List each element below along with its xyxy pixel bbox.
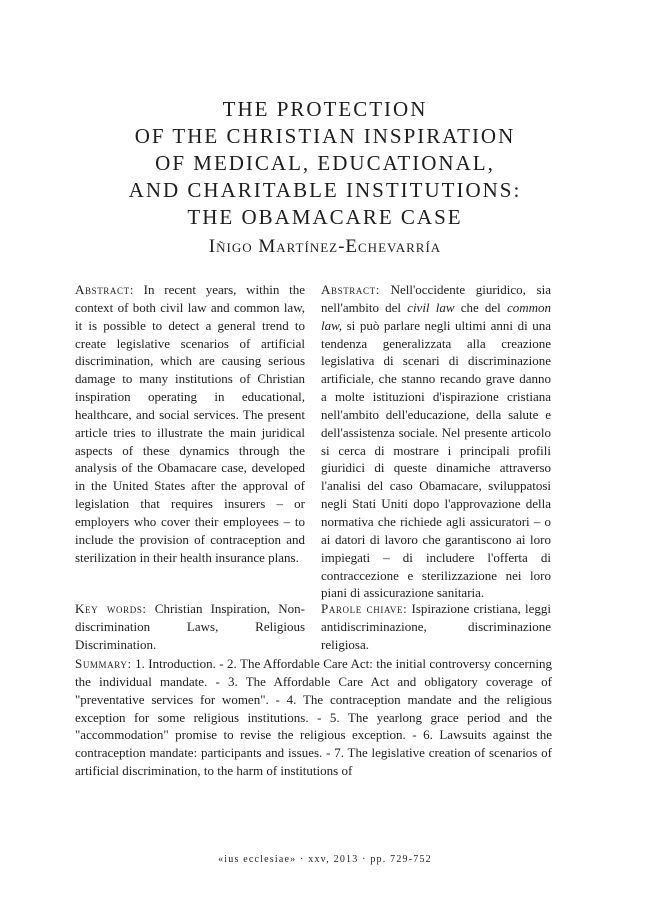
abstract-text: si può parlare negli ultimi anni di una tendenza generalizzata alla creazione legislativa di scenari di discriminazione artificiale, che stanno recando grave danno a molte istituzioni d'ispirazione cristiana nell'ambito dell'educazione, della salute e dell'assistenza sociale. Nel presente articolo si cerca di mostrare i principali profili giuridici di queste dinamiche attraverso l'analisi del caso Obamacare, sviluppatosi negli Stati Uniti dopo l'approvazione della normativa che richiede agli assicuratori – o ai datori di lavoro che garantiscono ai loro impiegati – di includere l'offerta di contraccezione e sterilizzazione nei loro piani di assicurazione sanitaria. (321, 317, 551, 601)
abstract-label: Abstract: (75, 282, 134, 297)
abstract-emphasis: common law, (321, 299, 551, 333)
title-line: AND CHARITABLE INSTITUTIONS: (128, 178, 522, 202)
abstract-emphasis: civil law (407, 299, 455, 315)
keywords-english (75, 600, 305, 654)
abstract-text: che del (460, 299, 501, 315)
abstract-text: In recent years, within the context of both civil law and common law, it is possible to detect a general trend to create legislative scenarios of artificial discrimination, which are causing serious damage to many institutions of Christian inspiration operating in educational, healthcare, and social services. The present article tries to illustrate the main juridical aspects of these dynamics through the analysis of the Obamacare case, developed in the United States after the approval of legislation that requires insurers – or employers who cover their employees – to include the provision of contraception and sterilization in their health insurance plans. (75, 282, 305, 565)
abstract-italian (321, 281, 551, 602)
keywords-label: Parole chiave: (321, 601, 408, 616)
title-line: OF MEDICAL, EDUCATIONAL, (155, 151, 495, 175)
keywords-italian (321, 600, 551, 654)
summary-label: Summary: (75, 656, 132, 671)
author-name: Iñigo Martínez-Echevarría (208, 236, 442, 257)
title-line: THE OBAMACARE CASE (187, 205, 463, 229)
journal-footer: «ius ecclesiae» · xxv, 2013 · pp. 729-752 (218, 854, 432, 865)
keywords-text: Ispirazione cristiana, leggi antidiscriminazione, discriminazione religiosa. (321, 601, 552, 652)
abstract-english (75, 281, 305, 567)
summary-text: 1. Introduction. - 2. The Affordable Care Act: the initial controversy concerning the individual mandate. - 3. The Affordable Care Act and obligatory coverage of "preventative services for women". - 4. The contraception mandate and the religious exception for some religious institutions. - 5. The yearlong grace period and the "accommodation" promise to revise the religious exception. - 6. Lawsuits against the contraception mandate: participants and issues. - 7. The legislative creation of scenarios of artificial discrimination, to the harm of institutions of (75, 656, 552, 779)
keywords-text: Christian Inspiration, Non-discrimination Laws, Religious Discrimination. (75, 601, 306, 652)
abstract-text: Nell'occidente giuridico, sia nell'ambito del (321, 282, 551, 315)
title-line: OF THE CHRISTIAN INSPIRATION (134, 124, 516, 148)
summary (75, 655, 552, 780)
keywords-label: Key words: (75, 601, 147, 616)
title-line: THE PROTECTION (222, 97, 428, 121)
abstract-label: Abstract: (321, 282, 380, 297)
article-title (75, 96, 575, 231)
